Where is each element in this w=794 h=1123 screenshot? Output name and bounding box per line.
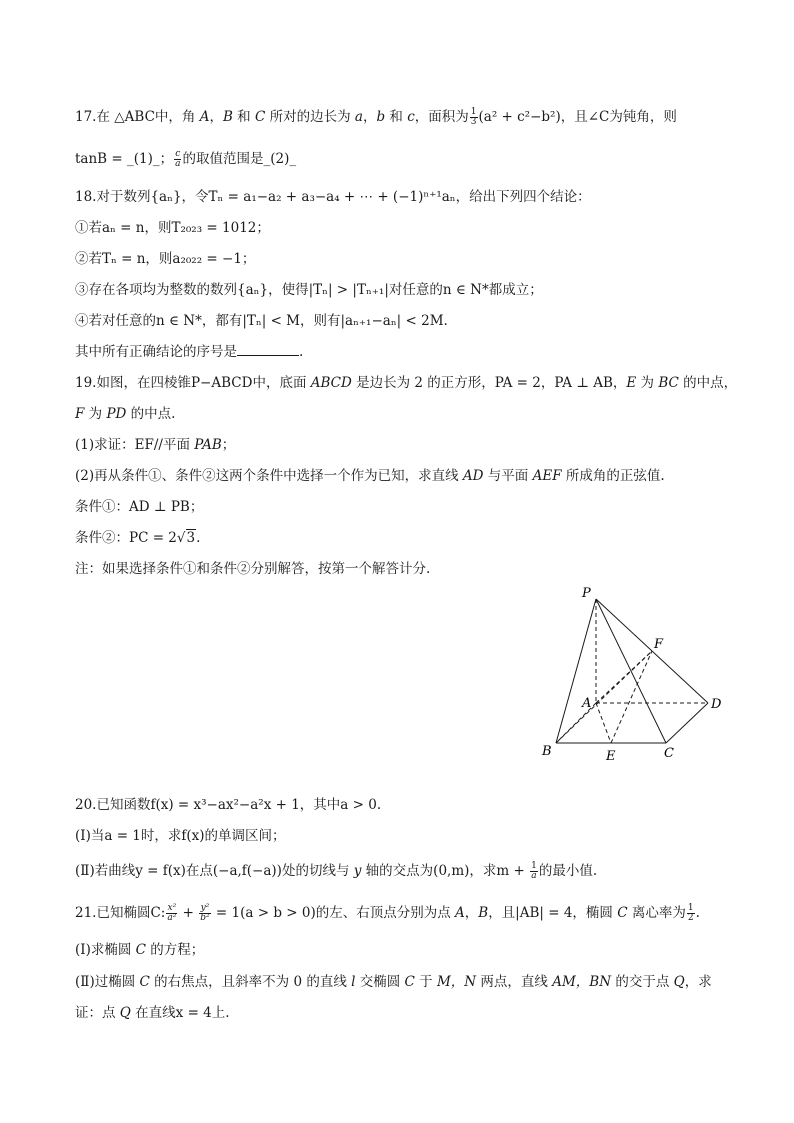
eccentricity-fraction: $\frac{1}{2}$ [687,903,694,923]
edge-PB [556,599,596,743]
q17-line2: tanB = _(1)_； $\frac{c}{a}$ 的取值范围是_(2)_ [75,149,297,169]
label-F: F [654,637,664,652]
sqrt-symbol: √ [176,530,186,546]
pyramid-figure [536,585,726,765]
q18-item4: ④若对任意的n ∈ N*，都有|Tₙ| < M，则有|aₙ₊₁−aₙ| < 2M. [75,313,448,329]
q20-part2: (Ⅱ)若曲线y = f(x)在点(−a,f(−a))处的切线与 y 轴的交点为(0,m)，求m + $\frac{1}{a}$ 的最小值. [75,861,598,881]
answer-blank [237,343,299,356]
q19-line1: 19.如图，在四棱锥P−ABCD中，底面 ABCD 是边长为 2 的正方形，PA = 2，PA ⊥ AB，E 为 BC 的中点， [75,375,738,391]
label-A: A [582,696,592,711]
q19-part2: (2)再从条件①、条件②这两个条件中选择一个作为已知，求直线 AD 与平面 AEF 所成角的正弦值. [75,468,665,484]
label-D: D [711,697,722,712]
q20-part1: (Ⅰ)当a = 1时，求f(x)的单调区间； [75,828,286,844]
label-C: C [664,746,674,761]
q19-part1: (1)求证：EF//平面 PAB； [75,437,236,453]
label-B: B [542,744,552,759]
label-E: E [606,749,616,764]
c-over-a-fraction: $\frac{c}{a}$ [175,149,181,169]
q18-answer-prompt: 其中所有正确结论的序号是 . [75,344,304,360]
edge-CD [666,703,708,743]
q19-line2: F 为 PD 的中点. [75,406,176,422]
q18-item2: ②若Tₙ = n，则a₂₀₂₂ = −1； [75,251,256,267]
edge-PC [596,599,666,743]
q21-part2-cont: 证：点 Q 在直线x = 4上. [75,1005,230,1021]
segment-AE [596,703,611,743]
one-over-a-fraction: $\frac{1}{a}$ [531,861,537,881]
q18-line1: 18.对于数列{aₙ}，令Tₙ = a₁−a₂ + a₃−a₄ + ⋯ + (−1)ⁿ⁺¹aₙ，给出下列四个结论： [75,189,591,205]
q19-condition1: 条件①：AD ⊥ PB； [75,499,204,515]
label-P: P [582,586,591,601]
q19-condition2: 条件②：PC = 2√3. [75,530,201,546]
q21-part1: (Ⅰ)求椭圆 C 的方程； [75,942,205,958]
q17-line1: 17.在 △ABC中，角 A，B 和 C 所对的边长为 a，b 和 c，面积为 $\frac{1}{3}$ (a² + c²−b²)，且∠C为钝角，则 [75,107,677,127]
q21-part2: (Ⅱ)过椭圆 C 的右焦点，且斜率不为 0 的直线 l 交椭圆 C 于 M，N 两点，直线 AM，BN 的交于点 Q，求 [75,974,712,990]
y2-over-b2-fraction: $\frac{\text{y²}}{\text{b²}}$ [200,903,210,923]
segment-EF [611,651,652,743]
q21-line1: 21.已知椭圆C: $\frac{\text{x²}}{\text{a²}}$ + $\frac{\text{y²}}{\text{b²}}$ = 1(a > b > 0)的左、右顶点分别为点 A，B，且|AB| = 4，椭圆 C 离心率为 $\frac{1}{2}$ . [75,903,700,923]
q20-line1: 20.已知函数f(x) = x³−ax²−a²x + 1，其中a > 0. [75,797,382,813]
q18-item1: ①若aₙ = n，则T₂₀₂₃ = 1012； [75,220,270,236]
q18-item3: ③存在各项均为整数的数列{aₙ}，使得|Tₙ| > |Tₙ₊₁|对任意的n ∈ N*都成立； [75,282,543,298]
area-fraction: $\frac{1}{3}$ [470,107,477,127]
q19-note: 注：如果选择条件①和条件②分别解答，按第一个解答计分. [75,561,431,577]
x2-over-a2-fraction: $\frac{\text{x²}}{\text{a²}}$ [167,903,177,923]
